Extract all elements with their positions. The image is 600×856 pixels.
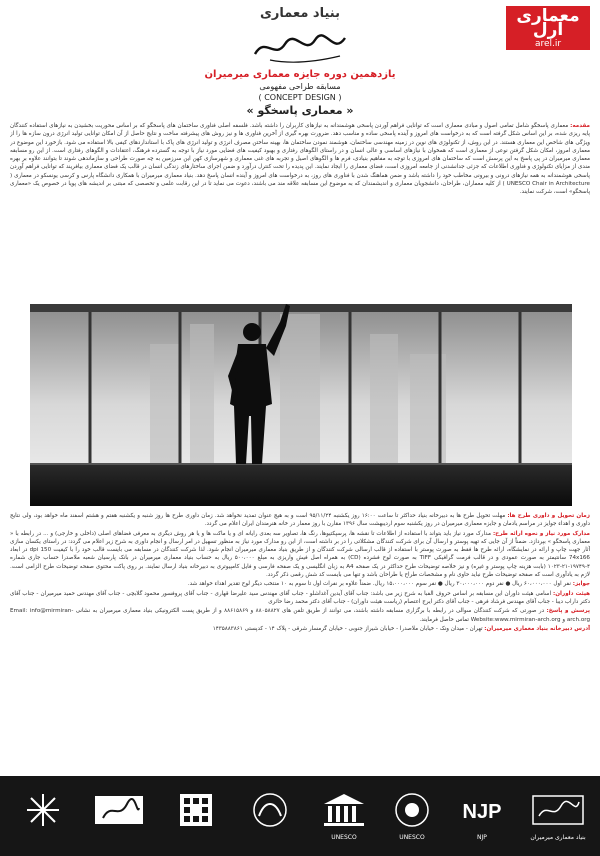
society-logo[interactable] (166, 790, 226, 844)
detail-contact (10, 607, 590, 624)
mirmiran-foundation-logo[interactable]: بنیاد معماری میرمیران (526, 790, 590, 844)
detail-prizes (10, 580, 590, 588)
competition-theme: « معماری پاسخگو » (246, 104, 354, 117)
intro-text: معماری پاسخگو شامل تمامی اصول و مبادی معماری است که توانایی فراهم آوردن پاسخی هوشمندانه به نیازهای کاربران را داشته باشد. فلسفه اصلی فناوری ساختمان های پاسخگو که بر اساس محوریت بخشیدن به نیازهای استفاده کنندگان پایه ریزی شده، بر این اساس شکل گرفته است که به درخواست های امروز و آینده پاسخی ساده و مناسب دهد. ضرورت بهره گیری از آخرین فناوری ها و نیز روش های پیشرفته ساخت و نتایج حاصل از آن امکان توانایی تولید انرژی درون سازه ها را از ویژگی های شاخص این معماری هستند. در این روش، از تکنولوژی های نوین در زمینه مهندسی ساختمان، هوشمند نمودن ساختمان ها، بهینه ساختن مصرف انرژی و تولید انرژی های پاک با استانداردهای کیفی بالا استفاده می شود. بازخورد این موضوع در معماری امروز، امکان شکل گرفتن نوعی از معماری است که همخوان با نیازهای اساسی و عالی انسان و در راستای الگوهای رفتاری و بهبود کیفیت های فضایی مورد نیاز با توجه به گسترده فرهنگ، اعتقادات و الگوهای رفتاری است. از این رو مسابقه معماری میرمیران در پی پاسخ به این پرسش است که ساختمان های امروزی با توجه به مفاهیم بنیادی، فرم ها و الگوهای اصیل و تجربه های غنی معماری و شهرسازی کهن این سرزمین به چه صورت طراحی و سازماندهی شوند تا بتوانند علاوه بر بهره مندی از مزایای تکنولوژی و فناوری اطلاعات که جزئی جدانشدنی از جامعه امروزی است، فضای معماری را ایجاد نمایند. این پدیده را تحت کنترل درآورد و ضمن اجرای ساختارهای زندگی انسان در قالب یک فضای معماری بیافریند که توانایی فراهم آوردن پاسخی هوشمندانه به همه نیازهای درونی و بیرونی مخاطب خود را داشته باشد و ضمن هماهنگ شدن با فناوری های روز، به درخواست های امروز و آینده انسان پاسخ دهد. بنیاد معماری میرمیران با همکاری دانشگاه پارس و کرسی یونسکو در معماری ( UNESCO Chair in Architecture ) از کلیه معماران، طراحان، دانشجویان معماری و اندیشمندان که به موضوع این مسابقه علاقه مند می باشند، دعوت می نماید تا در این رقابت علمی و تخصصی که مبتنی بر اندیشه های پویا در خصوص یک «معماری پاسخگو» است، شرکت نمایند. (10, 123, 590, 196)
detail-text: نفر اول ۶۰،۰۰۰،۰۰۰ ریال ● نفر دوم ۳۰،۰۰۰،۰۰۰ ریال ● نفر سوم ۱۵،۰۰۰،۰۰۰ ریال. ضمناً علاوه بر نفرات اول تا سوم به ۱۰ منتخب دیگر لوح تقدیر اهداء خواهد شد. (187, 581, 571, 588)
title-block (170, 68, 430, 118)
detail-text: مدارک مورد نیاز باید بتواند با استفاده از اطلاعات تا نقشه ها، پرسپکتیوها، رنگ ها، تصاویر سه بعدی رایانه ای و یا ماکت ها و یا هر روش دیگری به معرفی فضاهای اصلی (داخلی و خارجی) و ... در رابطه با « معماری پاسخگو » بپردازد. ضمناً از آن جایی که تهیه پوستر و ارسال آن برای شرکت کنندگان مشکلاتی را در بر داشته است، از این رو مدارک مورد نیاز به منظور تسهیل در امر ارسال و انجام داوری به شرح زیر اعلام می گردد: در راستای یکسان سازی آثار جهت چاپ و ارائه در نمایشگاه، ارائه طرح ها فقط به صورت پوستر با استفاده از قالب ارسالی شرکت کنندگان و از طریق بنیاد معماری میرمیران انجام شود. لذا شرکت کنندگان در مسابقه می بایست قالب خود را با کیفیت 150 dpi در ابعاد 74x166 سانتیمتر به صورت عمودی و در قالب فرمت گرافیکی TIFF به صورت لوح فشرده (CD) به همراه اصل فیش واریزی به مبلغ ۵۰۰،۰۰۰ ریال به حساب بنیاد معماری میرمیران در بانک پارسیان شعبه ملاصدرا حساب جاری شماره ۴-۱۹۷۴۹-۲۱-۱۰۲۳ (بابت هزینه چاپ پوستر و غیره) و نیز خلاصه توضیحات طرح حداکثر در یک صفحه A4 به زبان انگلیسی و یک صفحه فارسی و فایل کامپیوتری به دبیرخانه بنیاد ارسال نمایند. بر روی پاکت محتوی صفحه توضیحات طرح الزامی است. لازم به یادآوری است که صفحه توضیحات طرح نباید حاوی نام و مشخصات طراح یا طراحان باشد و تنها می بایست کد شش رقمی ذکر گردد. (10, 530, 590, 579)
detail-label: مدارک مورد نیاز و نحوه ارائه طرح: (492, 530, 590, 537)
sponsor-footer (0, 776, 600, 856)
intro-label: مقدمه: (570, 123, 590, 129)
competition-title: یازدهمین دوره جایزه معماری میرمیران (204, 69, 396, 80)
competition-subtitle: مسابقه طراحی مفهومی (259, 82, 341, 91)
photo-illustration (30, 304, 572, 506)
brand-logo-title: معماری آرل (516, 6, 580, 40)
detail-address (10, 625, 590, 633)
architect-in-glass-tower-photo (30, 304, 572, 506)
njp-logo[interactable]: NJP NJP (462, 801, 502, 841)
detail-text: مهلت تحویل طرح ها به دبیرخانه بنیاد حداکثر تا ساعت ۱۶:۰۰ روز یکشنبه ۹۵/۱۱/۲۴ است و به هیچ عنوان تمدید نخواهد شد. زمان داوری طرح ها روز شنبه و یکشنبه هفتم و هشتم اسفند ماه خواهد بود، ولی نتایج داوری و اهداء جوایز در مراسم یادمان و جایزه معماری میرمیران در روز یکشنبه سوم اردیبهشت سال ۱۳۹۶ مقارن با روز معمار در خانه هنرمندان ایران اعلام می گردد. (10, 513, 590, 528)
pars-university-logo[interactable] (240, 790, 300, 844)
brand-logo-url: arel.ir (534, 39, 562, 49)
detail-label: زمان تحویل و داوری طرح ها: (507, 513, 590, 519)
memar-logo[interactable] (86, 790, 152, 844)
header (0, 0, 600, 120)
detail-schedule (10, 512, 590, 529)
competition-subtitle-en: ( CONCEPT DESIGN ) (258, 93, 342, 102)
details-section (10, 512, 590, 772)
detail-text: در صورتی که شرکت کنندگان سوالی در رابطه با برگزاری مسابقه داشته باشند، می توانند از طریق تلفن های ۸۸۰۵۸۸۲۷ و ۸۸۶۱۵۸۶۹ و از طریق پست الکترونیکی بنیاد معماری میرمیران به نشانی Email: info@mirmiran-arch.org و Website:www.mirmiran-arch.org تماس حاصل فرمایند. (10, 608, 590, 623)
detail-text: تهران - میدان ونک - خیابان ملاصدرا - خیابان شیراز جنوبی - خیابان گرمسار شرقی - پلاک ۱۴ - کدپستی ۱۴۳۵۸۸۳۸۶۱ (212, 625, 483, 632)
detail-label: پرسش و پاسخ: (546, 608, 590, 615)
university-logo[interactable]: UNESCO (384, 790, 440, 844)
unesco-logo[interactable]: UNESCO (314, 790, 374, 844)
detail-label: آدرس دبیرخانه بنیاد معماری میرمیران: (484, 625, 590, 632)
detail-requirements (10, 530, 590, 580)
intro-paragraph (10, 122, 590, 322)
brand-logo[interactable] (506, 6, 590, 50)
detail-label: هیئت داوران: (553, 590, 590, 597)
foundation-name: بنیاد معماری (260, 6, 340, 21)
detail-label: جوایز: (572, 581, 590, 588)
artists-house-logo[interactable] (12, 790, 74, 844)
mirmiran-signature-logo (245, 26, 355, 66)
svg-text:NJP: NJP (462, 801, 502, 823)
detail-text: اسامی هیئت داوران این مسابقه بر اساس حروف الفبا به شرح زیر می باشد: جناب آقای آیدین آغداشلو - جناب آقای مهندس سید علیرضا قهاری - جناب آقای پروفسور محمود گلابچی - جناب آقای مهندس حمید میرمیران - جناب آقای دکتر داراب دیبا - جناب آقای مهندس فرشاد فرهی - جناب آقای دکتر ایرج اعتصام (ریاست هیئت داوران) - جناب آقای دکتر محمد رضا حائری (10, 590, 590, 605)
detail-jury (10, 590, 590, 607)
